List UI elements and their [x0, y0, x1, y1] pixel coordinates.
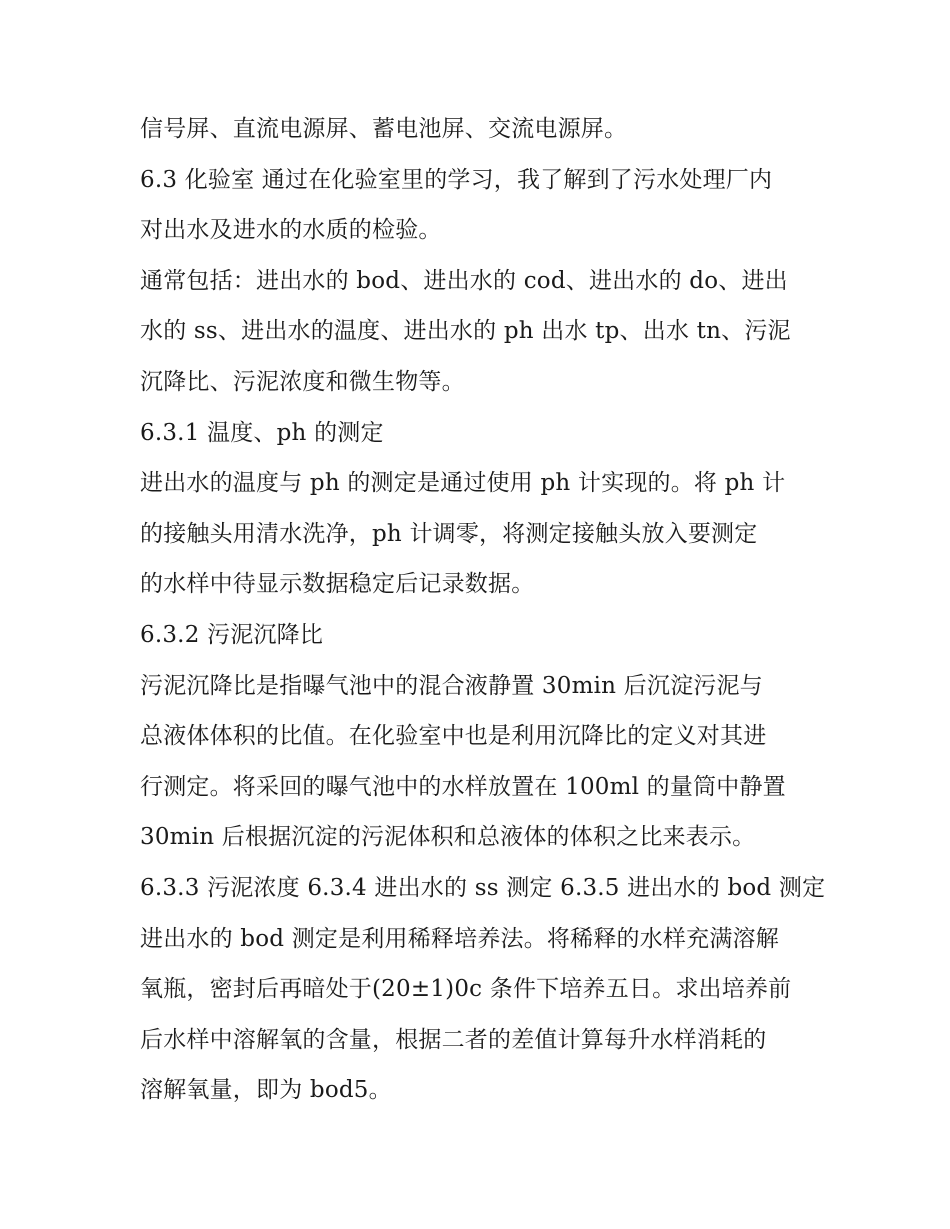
text-line: 进出水的 bod 测定是利用稀释培养法。将稀释的水样充满溶解	[140, 925, 779, 952]
section-heading-6-3-3: 6.3.3 污泥浓度 6.3.4 进出水的 ss 测定 6.3.5 进出水的 bod 测定	[140, 874, 826, 901]
document-page	[140, 104, 826, 1116]
section-heading-6-3-2: 6.3.2 污泥沉降比	[140, 621, 324, 648]
text-line: 对出水及进水的水质的检验。	[140, 217, 442, 244]
text-line: 后水样中溶解氧的含量，根据二者的差值计算每升水样消耗的	[140, 1026, 767, 1053]
text-line: 信号屏、直流电源屏、蓄电池屏、交流电源屏。	[140, 116, 628, 142]
text-line: 通常包括：进出水的 bod、进出水的 cod、进出水的 do、进出	[140, 267, 788, 294]
text-line: 水的 ss、进出水的温度、进出水的 ph 出水 tp、出水 tn、污泥	[140, 318, 791, 345]
text-line: 氧瓶，密封后再暗处于(20±1)0c 条件下培养五日。求出培养前	[140, 976, 792, 1003]
section-heading-6-3-1: 6.3.1 温度、ph 的测定	[140, 419, 384, 446]
text-line: 行测定。将采回的曝气池中的水样放置在 100ml 的量筒中静置	[140, 773, 786, 800]
text-line: 沉降比、污泥浓度和微生物等。	[140, 368, 465, 395]
text-line: 30min 后根据沉淀的污泥体积和总液体的体积之比来表示。	[140, 824, 756, 851]
text-line: 的水样中待显示数据稳定后记录数据。	[140, 571, 535, 598]
text-line: 进出水的温度与 ph 的测定是通过使用 ph 计实现的。将 ph 计	[140, 470, 786, 497]
text-line: 溶解氧量，即为 bod5。	[140, 1077, 392, 1104]
section-heading-6-3: 6.3 化验室 通过在化验室里的学习，我了解到了污水处理厂内	[140, 166, 773, 193]
text-line: 的接触头用清水洗净，ph 计调零，将测定接触头放入要测定	[140, 520, 758, 547]
text-line: 污泥沉降比是指曝气池中的混合液静置 30min 后沉淀污泥与	[140, 672, 763, 699]
text-line: 总液体体积的比值。在化验室中也是利用沉降比的定义对其进	[140, 723, 767, 750]
